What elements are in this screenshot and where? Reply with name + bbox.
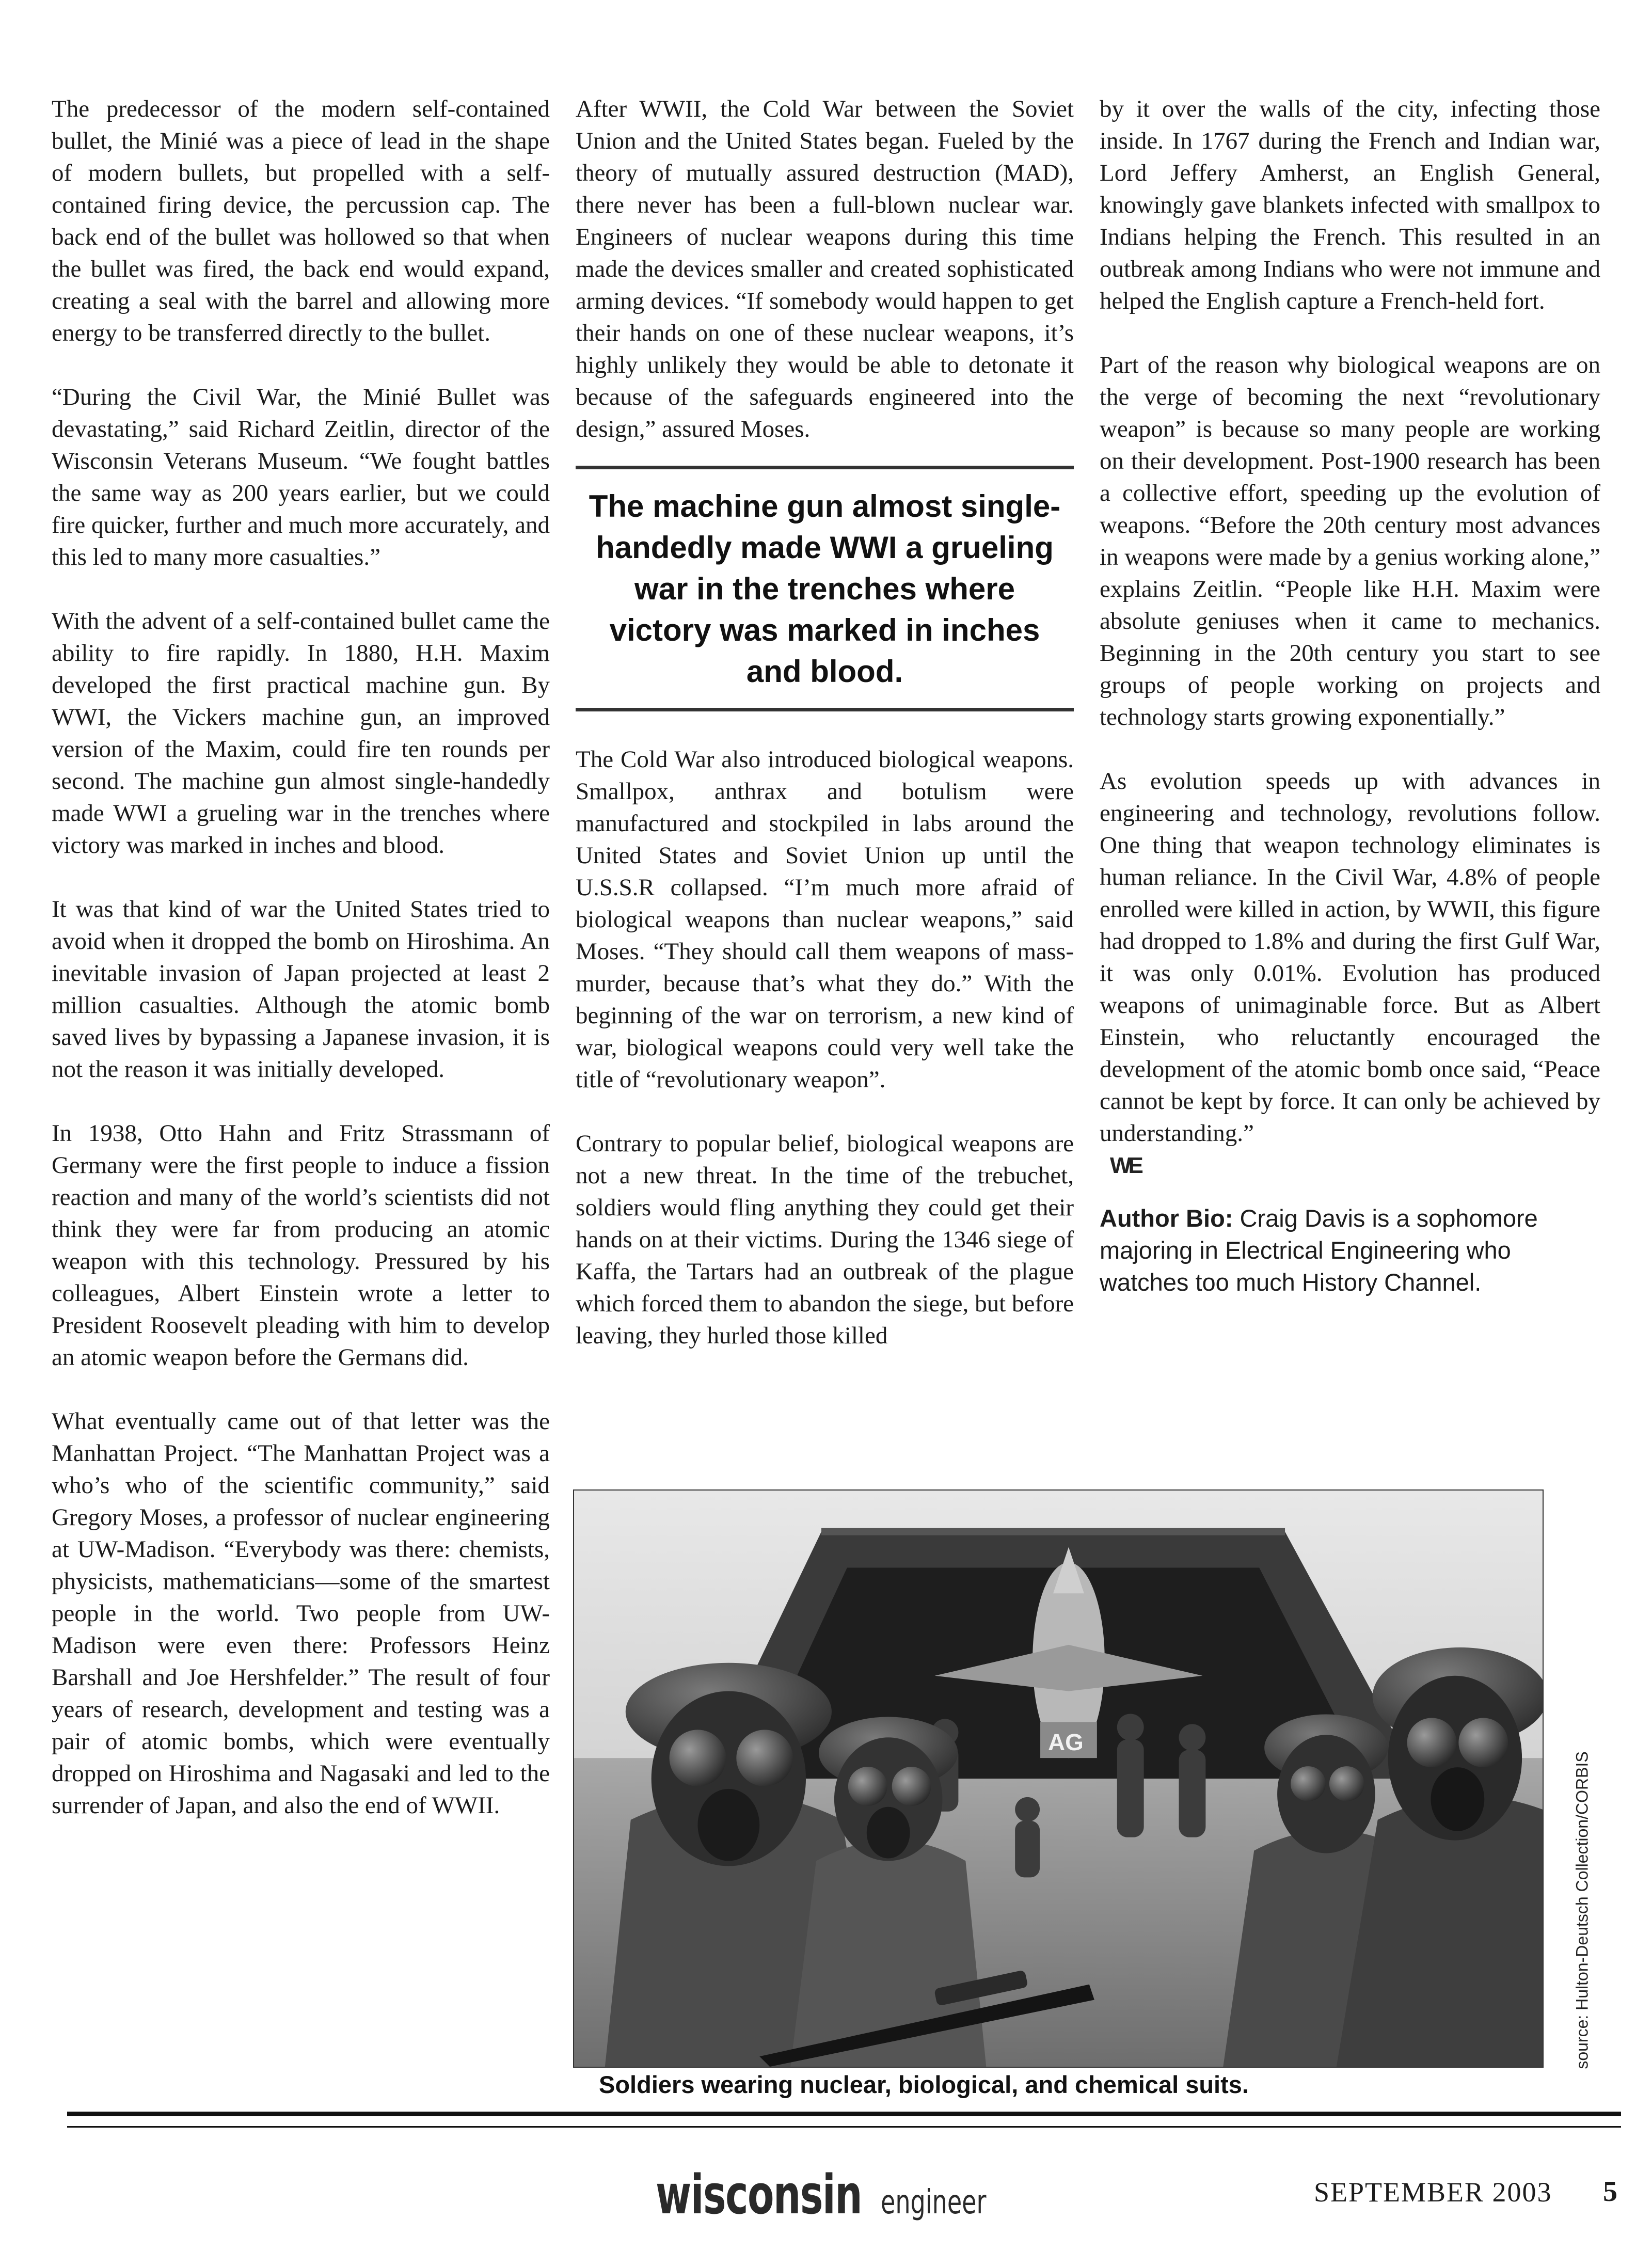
masthead-logo [656, 2163, 1027, 2226]
paragraph: It was that kind of war the United States tried to avoid when it dropped the bomb on Hiroshima. An inevitable invasion of Japan projected at least 2 million casualties. Although the atomic bomb saved lives by bypassing a Japanese invasion, it is not the reason it was initially developed. [52, 896, 550, 1083]
paragraph: With the advent of a self-contained bullet came the ability to fire rapidly. In 1880, H.H. Maxim developed the first practical machine gun. By WWI, the Vickers machine gun, an improved version of the Maxim, could fire ten rounds per second. The machine gun almost single-handedly made WWI a grueling war in the trenches where victory was marked in inches and blood. [52, 608, 550, 859]
article-column-3 [1100, 93, 1600, 1298]
paragraph: Part of the reason why biological weapons are on the verge of becoming the next “revolutionary weapon” is because so many people are working on their development. Post-1900 research has been a collective effort, speeding up the evolution of weapons. “Before the 20th century most advances in weapons were made by a genius working alone,” explains Zeitlin. “People like H.H. Maxim were absolute geniuses when it came to mechanics. Beginning in the 20th century you start to see groups of people working on projects and technology starts growing exponentially.” [1100, 352, 1600, 731]
page-number: 5 [1603, 2176, 1617, 2208]
soldiers-photo [573, 1489, 1544, 2068]
pull-quote: The machine gun almost single-handedly made WWI a grueling war in the trenches where victory was marked in inches and blood. [576, 466, 1074, 711]
paragraph: The Cold War also introduced biological weapons. Smallpox, anthrax and botulism were manufactured and stockpiled in labs around the United States and Soviet Union up until the U.S.S.R collapsed. “I’m much more afraid of biological weapons than nuclear weapons,” said Moses. “They should call them weapons of mass-murder, because that’s what they do.” With the beginning of the war on terrorism, a new kind of war, biological weapons could very well take the title of “revolutionary weapon”. [576, 746, 1074, 1093]
footer-rule-thin [67, 2126, 1621, 2128]
footer-rule-thick [67, 2112, 1621, 2116]
author-bio [1100, 1202, 1600, 1298]
paragraph: Contrary to popular belief, biological weapons are not a new threat. In the time of the trebuchet, soldiers would fling anything they could get their hands on at their victims. During the 1346 siege of Kaffa, the Tartars had an outbreak of the plague which forced them to abandon the siege, but before leaving, they hurled those killed [576, 1130, 1074, 1349]
article-column-2 [576, 93, 1074, 1352]
author-bio-label: Author Bio: [1100, 1204, 1233, 1232]
paragraph: by it over the walls of the city, infecting those inside. In 1767 during the French and Indian war, Lord Jeffery Amherst, an English General, knowingly gave blankets infected with smallpox to Indians helping the French. This resulted in an outbreak among Indians who were not immune and helped the English capture a French-held fort. [1100, 96, 1600, 314]
paragraph: What eventually came out of that letter was the Manhattan Project. “The Manhattan Project was a who’s who of the scientific community,” said Gregory Moses, a professor of nuclear engineering at UW-Madison. “Everybody was there: chemists, physicists, mathematicians—some of the smartest people in the world. Two people from UW-Madison were even there: Professors Heinz Barshall and Joe Hershfelder.” The result of four years of research, development and testing was a pair of atomic bombs, which were eventually dropped on Hiroshima and Nagasaki and led to the surrender of Japan, and also the end of WWII. [52, 1408, 550, 1819]
paragraph: As evolution speeds up with advances in engineering and technology, revolutions follow. One thing that weapon technology eliminates is human reliance. In the Civil War, 4.8% of people enrolled were killed in action, by WWII, this figure had dropped to 1.8% and during the first Gulf War, it was only 0.01%. Evolution has produced weapons of unimaginable force. But as Albert Einstein, who reluctantly encouraged the development of the atomic bomb once said, “Peace cannot be kept by force. It can only be achieved by understanding.” [1100, 768, 1600, 1147]
plane-marking: AG [1048, 1729, 1084, 1756]
paragraph: The predecessor of the modern self-contained bullet, the Minié was a piece of lead in the shape of modern bullets, but propelled with a self-contained firing device, the percussion cap. The back end of the bullet was hollowed so that when the bullet was fired, the back end would expand, creating a seal with the barrel and allowing more energy to be transferred directly to the bullet. [52, 96, 550, 346]
paragraph: “During the Civil War, the Minié Bullet was devastating,” said Richard Zeitlin, director of the Wisconsin Veterans Museum. “We fought battles the same way as 200 years earlier, but we could fire quicker, further and much more accurately, and this led to many more casualties.” [52, 384, 550, 570]
masthead-main: wisconsin [656, 2163, 862, 2226]
soldiers-photo-illustration [574, 1491, 1543, 2067]
photo-credit-text: source: Hulton-Deutsch Collection/CORBIS [1572, 1751, 1592, 2069]
author-bio-text: Craig Davis is a sophomore majoring in Electrical Engineering who watches too much History Channel. [1100, 1204, 1538, 1296]
photo-caption: Soldiers wearing nuclear, biological, and chemical suits. [599, 2071, 1249, 2098]
paragraph: After WWII, the Cold War between the Soviet Union and the United States began. Fueled by the theory of mutually assured destruction (MAD), there never has been a full-blown nuclear war. Engineers of nuclear weapons during this time made the devices smaller and created sophisticated arming devices. “If somebody would happen to get their hands on one of these nuclear weapons, it’s highly unlikely they would be able to detonate it because of the safeguards engineered into the design,” assured Moses. [576, 96, 1074, 442]
end-mark-logo: WE [1110, 1153, 1140, 1178]
article-column-1 [52, 93, 550, 1853]
issue-date: SEPTEMBER 2003 [1314, 2177, 1552, 2208]
masthead-sub: engineer [881, 2183, 987, 2222]
paragraph: In 1938, Otto Hahn and Fritz Strassmann of Germany were the first people to induce a fission reaction and many of the world’s scientists did not think they were far from producing an atomic weapon with this technology. Pressured by his colleagues, Albert Einstein wrote a letter to President Roosevelt pleading with him to develop an atomic weapon before the Germans did. [52, 1120, 550, 1371]
photo-credit [1567, 1730, 1598, 2091]
